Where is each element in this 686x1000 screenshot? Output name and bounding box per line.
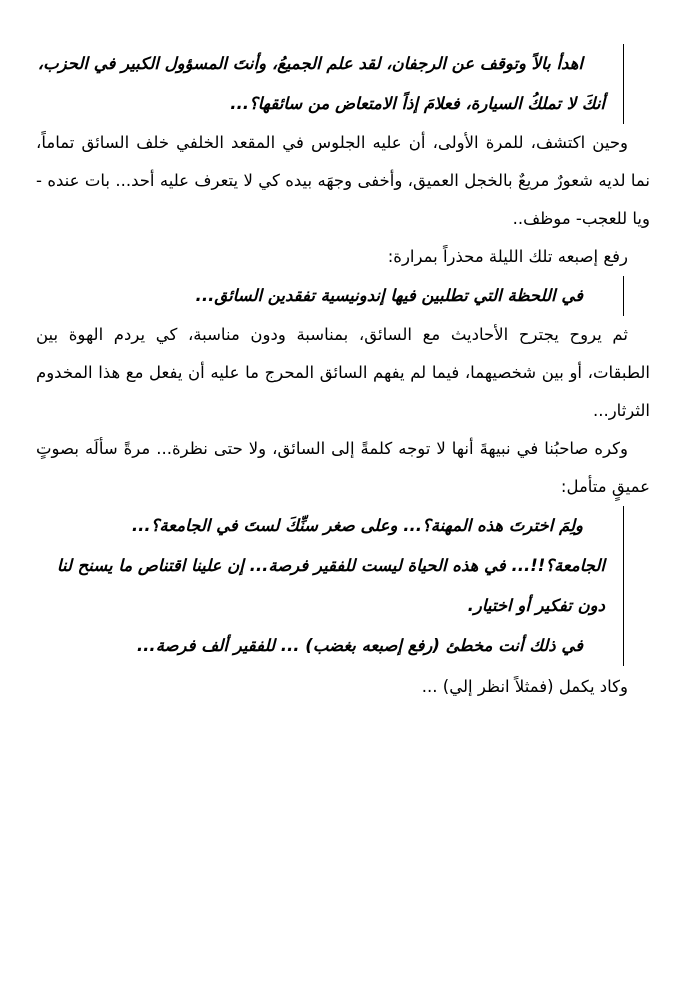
quote-line: اهدأ بالاً وتوقف عن الرجفان، لقد علم الجميعُ، وأنتَ المسؤول الكبير في الحزب، أنكَ لا تملكُ السيارة، فعلامَ إذاً الامتعاض من سائقها؟... [37, 54, 605, 113]
quote-line: ولِمَ اخترتَ هذه المهنة؟... وعلى صغر سنِّكَ لستَ في الجامعة؟... [131, 516, 583, 535]
document-page [36, 44, 650, 706]
quote-block-3 [36, 506, 624, 666]
quote-block-2 [36, 276, 624, 316]
paragraph: ثم يروح يجترح الأحاديث مع السائق، بمناسبة ودون مناسبة، كي يردم الهوة بين الطبقات، أو بين شخصيهما، فيما لم يفهم السائق المحرج ما عليه أن يفعل مع هذا المخدوم الثرثار... [36, 325, 650, 420]
quote-block-1 [36, 44, 624, 124]
paragraph: وكره صاحبُنا في نبيهةَ أنها لا توجه كلمةً إلى السائق، ولا حتى نظرة... مرةً سألَه بصوتٍ عميقٍ متأمل: [36, 439, 650, 496]
paragraph: وكاد يكمل (فمثلاً انظر إلي) ... [421, 677, 628, 696]
paragraph: وحين اكتشف، للمرة الأولى، أن عليه الجلوس في المقعد الخلفي خلف السائق تماماً، نما لديه شعورٌ مريعٌ بالخجل العميق، وأخفى وجهَه بيده كي لا يتعرف عليه أحد... بات عنده - ويا للعجب- موظف.. [36, 133, 650, 228]
quote-line: في ذلك أنت مخطئ (رفع إصبعه بغضب) ... للفقير ألف فرصة... [136, 636, 583, 655]
quote-line: الجامعة؟!!... في هذه الحياة ليست للفقير فرصة... إن علينا اقتناص ما يسنح لنا دون تفكير أو اختيار. [56, 556, 605, 615]
paragraph: رفع إصبعه تلك الليلة محذراً بمرارة: [387, 247, 628, 266]
quote-line: في اللحظة التي تطلبين فيها إندونيسية تفقدين السائق... [195, 286, 583, 305]
